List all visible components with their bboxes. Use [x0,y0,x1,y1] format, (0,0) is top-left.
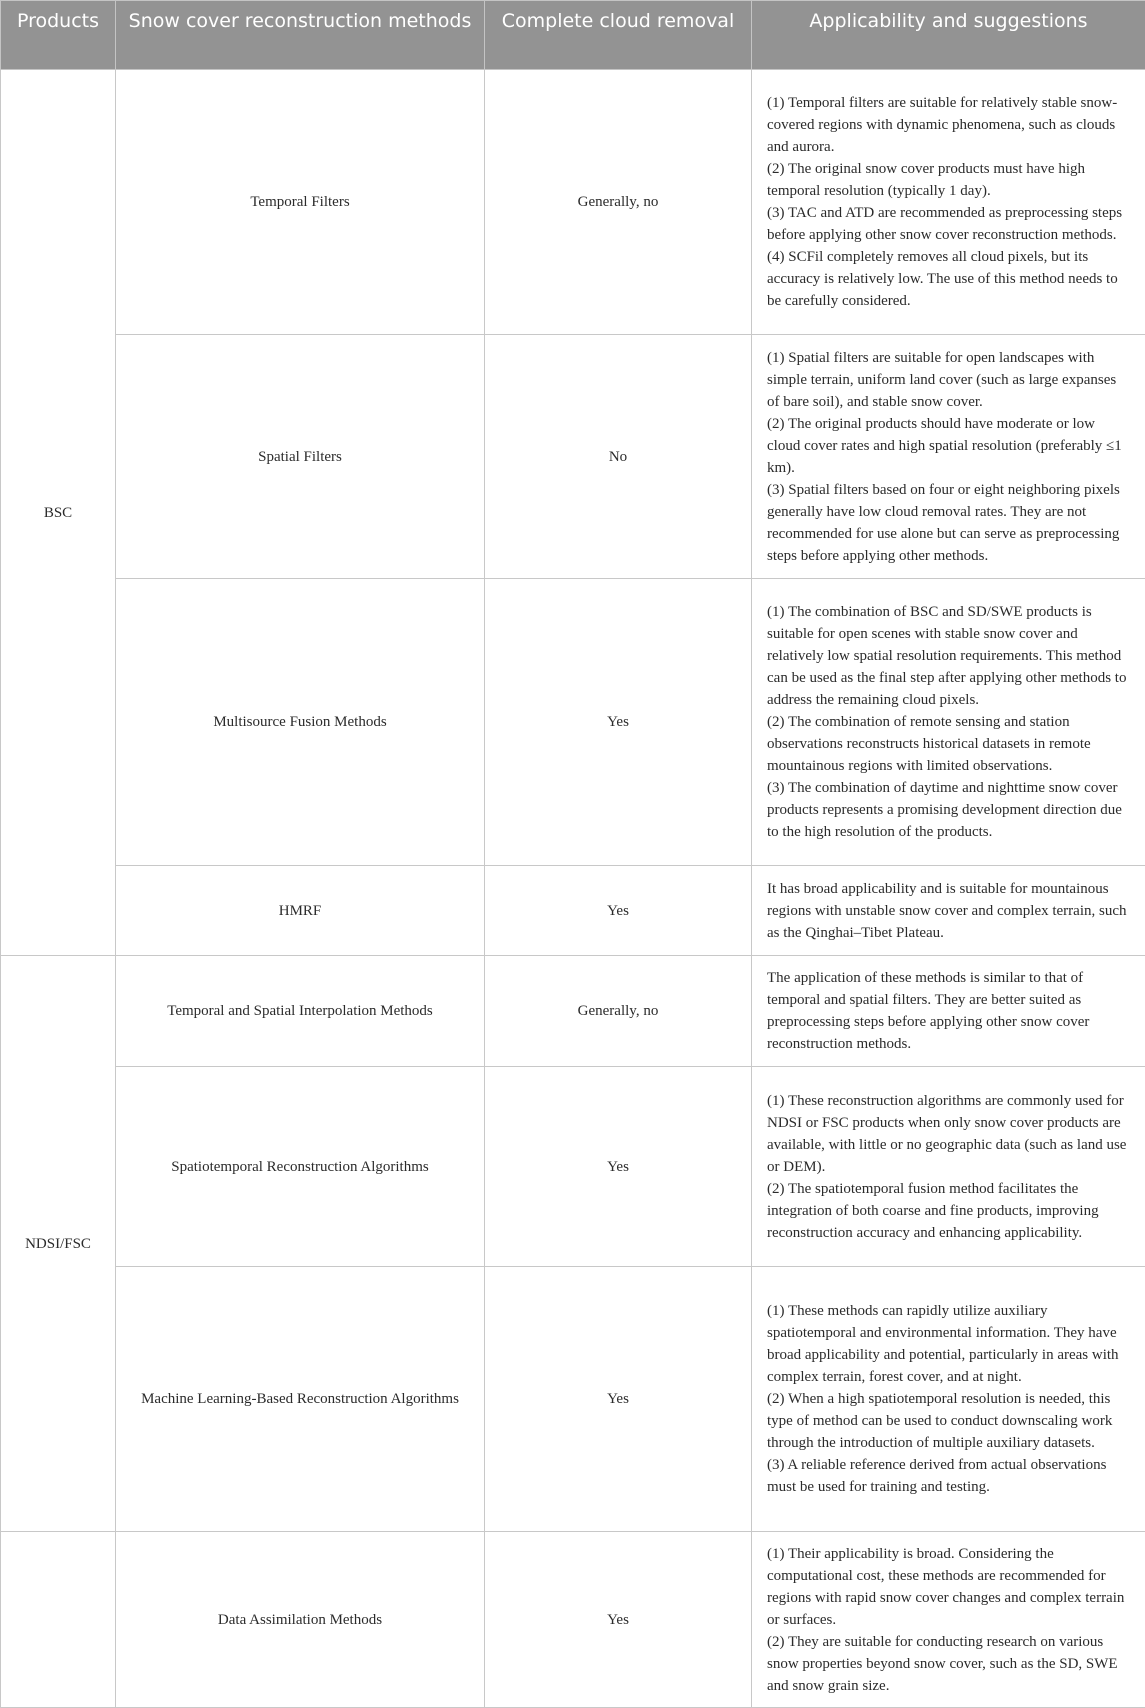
suggestion-line: (2) The spatiotemporal fusion method facilitates the integration of both coarse and fine products, improving reconstruction accuracy and enhancing applicability. [767,1178,1131,1244]
suggestion-line: (2) The combination of remote sensing and station observations reconstructs historical datasets in remote mountainous regions with limited observations. [767,711,1131,777]
suggestion-line: (3) A reliable reference derived from actual observations must be used for training and testing. [767,1454,1131,1498]
table-body [1,70,1145,1708]
product-cell-bsc: BSC [1,70,116,956]
suggestion-line: It has broad applicability and is suitable for mountainous regions with unstable snow cover and complex terrain, such as the Qinghai–Tibet Plateau. [767,878,1131,944]
suggestion-line: (1) Spatial filters are suitable for open landscapes with simple terrain, uniform land cover (such as large expanses of bare soil), and stable snow cover. [767,347,1131,413]
cloud-removal-cell: No [485,335,752,579]
table-header [1,1,1145,70]
product-cell [1,1532,116,1708]
header-applicability: Applicability and suggestions [752,1,1145,70]
table-row [1,335,1145,579]
suggestions-cell [752,1532,1145,1708]
suggestion-line: (3) Spatial filters based on four or eight neighboring pixels generally have low cloud removal rates. They are not recommended for use alone but can serve as preprocessing steps before applying other methods. [767,479,1131,567]
suggestions-cell [752,579,1145,866]
suggestions-cell [752,70,1145,335]
suggestion-line: (1) These reconstruction algorithms are commonly used for NDSI or FSC products when only snow cover products are available, with little or no geographic data (such as land use or DEM). [767,1090,1131,1178]
method-cell: Temporal Filters [116,70,485,335]
cloud-removal-cell: Generally, no [485,956,752,1067]
method-cell: Spatiotemporal Reconstruction Algorithms [116,1067,485,1267]
suggestion-line: (1) Their applicability is broad. Considering the computational cost, these methods are recommended for regions with rapid snow cover changes and complex terrain or surfaces. [767,1543,1131,1631]
table-row [1,956,1145,1067]
suggestion-line: (1) The combination of BSC and SD/SWE products is suitable for open scenes with stable snow cover and relatively low spatial resolution requirements. This method can be used as the final step after applying other methods to address the remaining cloud pixels. [767,601,1131,711]
table-row [1,1067,1145,1267]
method-cell: HMRF [116,866,485,956]
suggestion-line: (1) These methods can rapidly utilize auxiliary spatiotemporal and environmental information. They have broad applicability and potential, particularly in areas with complex terrain, forest cover, and at night. [767,1300,1131,1388]
header-row [1,1,1145,70]
suggestions-cell [752,1267,1145,1532]
header-methods: Snow cover reconstruction methods [116,1,485,70]
suggestion-line: (2) The original products should have moderate or low cloud cover rates and high spatial resolution (preferably ≤1 km). [767,413,1131,479]
cloud-removal-cell: Yes [485,866,752,956]
table-row [1,70,1145,335]
suggestion-line: (4) SCFil completely removes all cloud pixels, but its accuracy is relatively low. The use of this method needs to be carefully considered. [767,246,1131,312]
cloud-removal-cell: Generally, no [485,70,752,335]
table-row [1,579,1145,866]
cloud-removal-cell: Yes [485,1067,752,1267]
suggestions-cell [752,866,1145,956]
product-cell-ndsi-fsc: NDSI/FSC [1,956,116,1532]
cloud-removal-cell: Yes [485,1267,752,1532]
table-row [1,1267,1145,1532]
suggestion-line: (3) TAC and ATD are recommended as preprocessing steps before applying other snow cover reconstruction methods. [767,202,1131,246]
method-cell: Data Assimilation Methods [116,1532,485,1708]
suggestion-line: (2) The original snow cover products must have high temporal resolution (typically 1 day). [767,158,1131,202]
method-cell: Temporal and Spatial Interpolation Methods [116,956,485,1067]
cloud-removal-cell: Yes [485,1532,752,1708]
method-cell: Machine Learning-Based Reconstruction Algorithms [116,1267,485,1532]
suggestion-line: (2) When a high spatiotemporal resolution is needed, this type of method can be used to conduct downscaling work through the introduction of multiple auxiliary datasets. [767,1388,1131,1454]
suggestions-cell [752,1067,1145,1267]
header-complete-cloud-removal: Complete cloud removal [485,1,752,70]
table-row [1,866,1145,956]
cloud-removal-cell: Yes [485,579,752,866]
table-row [1,1532,1145,1708]
suggestions-cell [752,335,1145,579]
method-cell: Multisource Fusion Methods [116,579,485,866]
suggestion-line: (2) They are suitable for conducting research on various snow properties beyond snow cover, such as the SD, SWE and snow grain size. [767,1631,1131,1697]
header-products: Products [1,1,116,70]
suggestions-cell [752,956,1145,1067]
suggestion-line: The application of these methods is similar to that of temporal and spatial filters. They are better suited as preprocessing steps before applying other snow cover reconstruction methods. [767,967,1131,1055]
suggestion-line: (3) The combination of daytime and nighttime snow cover products represents a promising development direction due to the high resolution of the products. [767,777,1131,843]
suggestion-line: (1) Temporal filters are suitable for relatively stable snow-covered regions with dynamic phenomena, such as clouds and aurora. [767,92,1131,158]
method-cell: Spatial Filters [116,335,485,579]
